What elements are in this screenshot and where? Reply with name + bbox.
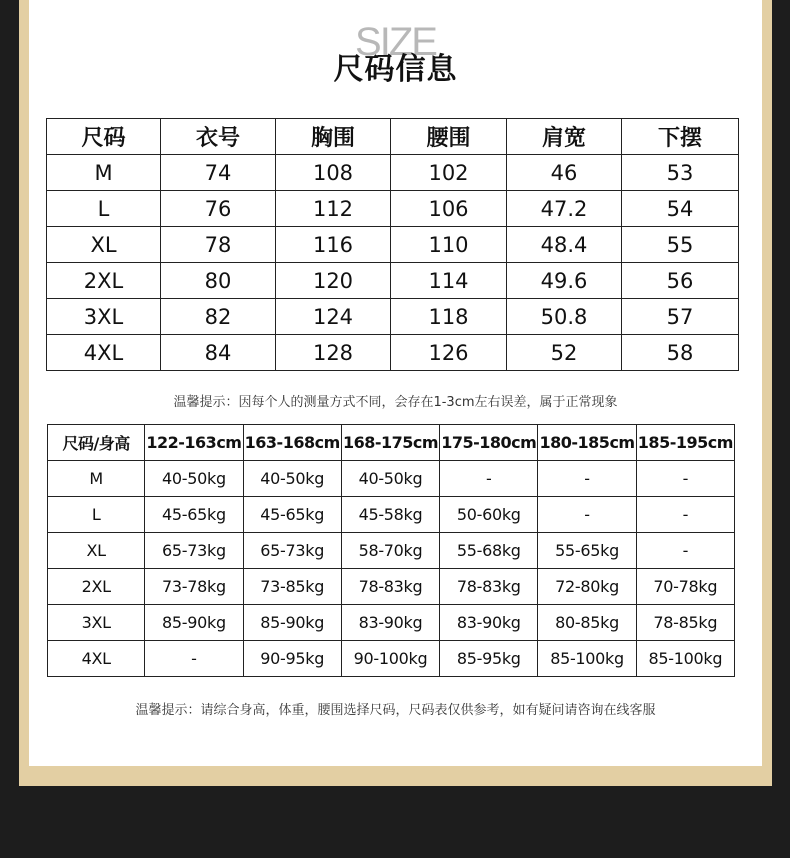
table-cell: 54 [622, 191, 739, 227]
table-row [47, 335, 739, 371]
header-height-range: 175-180cm [440, 425, 538, 461]
table-row [48, 605, 735, 641]
table-cell: 78 [161, 227, 276, 263]
header-height-range: 163-168cm [243, 425, 341, 461]
table-row [47, 155, 739, 191]
table-row [48, 569, 735, 605]
table-cell: 83-90kg [341, 605, 439, 641]
table-cell: 50.8 [507, 299, 622, 335]
size-label-cell: 4XL [47, 335, 161, 371]
table-cell: 85-90kg [145, 605, 243, 641]
selection-tip: 温馨提示：请综合身高，体重，腰围选择尺码，尺码表仅供参考，如有疑问请咨询在线客服 [135, 703, 656, 718]
size-label-cell: 3XL [48, 605, 145, 641]
table-row [48, 461, 735, 497]
table-cell: 52 [507, 335, 622, 371]
table-cell: 53 [622, 155, 739, 191]
table-cell: 80 [161, 263, 276, 299]
table-cell: 84 [161, 335, 276, 371]
size-label-cell: 2XL [47, 263, 161, 299]
header-shoulder: 肩宽 [507, 119, 622, 155]
table-cell: 118 [391, 299, 507, 335]
table-cell: 112 [276, 191, 391, 227]
table-cell: 55-65kg [538, 533, 636, 569]
table-cell: 72-80kg [538, 569, 636, 605]
title-chinese: 尺码信息 [333, 52, 458, 87]
table-cell: 74 [161, 155, 276, 191]
table-cell: 55-68kg [440, 533, 538, 569]
table-cell: 65-73kg [145, 533, 243, 569]
table-cell: 85-95kg [440, 641, 538, 677]
page-title [29, 20, 762, 90]
table-cell: 110 [391, 227, 507, 263]
table-cell: 58-70kg [341, 533, 439, 569]
table-row [47, 263, 739, 299]
header-height-range: 122-163cm [145, 425, 243, 461]
size-measurement-table [46, 118, 739, 371]
table-cell: 116 [276, 227, 391, 263]
table-cell: 47.2 [507, 191, 622, 227]
size-label-cell: M [48, 461, 145, 497]
table-cell: 65-73kg [243, 533, 341, 569]
table-cell: 78-85kg [636, 605, 734, 641]
table-cell: 85-90kg [243, 605, 341, 641]
table-cell: - [440, 461, 538, 497]
table-row [47, 227, 739, 263]
table-cell: 49.6 [507, 263, 622, 299]
size-label-cell: XL [48, 533, 145, 569]
table-cell: 85-100kg [538, 641, 636, 677]
header-size: 尺码 [47, 119, 161, 155]
table-cell: 108 [276, 155, 391, 191]
size-label-cell: L [47, 191, 161, 227]
table-cell: 46 [507, 155, 622, 191]
table-cell: 124 [276, 299, 391, 335]
table-cell: 78-83kg [341, 569, 439, 605]
table-cell: 120 [276, 263, 391, 299]
table-row [48, 533, 735, 569]
header-hem: 下摆 [622, 119, 739, 155]
header-height-range: 180-185cm [538, 425, 636, 461]
table-cell: 57 [622, 299, 739, 335]
table-header-row [47, 119, 739, 155]
table-cell: 102 [391, 155, 507, 191]
table-cell: 50-60kg [440, 497, 538, 533]
table-cell: 48.4 [507, 227, 622, 263]
header-waist: 腰围 [391, 119, 507, 155]
table-cell: 45-65kg [145, 497, 243, 533]
title-english: SIZE [355, 20, 436, 64]
table-cell: 76 [161, 191, 276, 227]
header-height-range: 185-195cm [636, 425, 734, 461]
table-cell: 114 [391, 263, 507, 299]
table-cell: 45-65kg [243, 497, 341, 533]
table-cell: 106 [391, 191, 507, 227]
header-garment-no: 衣号 [161, 119, 276, 155]
table-row [47, 299, 739, 335]
table-row [48, 641, 735, 677]
table-cell: 58 [622, 335, 739, 371]
size-label-cell: XL [47, 227, 161, 263]
measurement-tip: 温馨提示：因每个人的测量方式不同，会存在1-3cm左右误差，属于正常现象 [173, 395, 618, 410]
table-cell: 90-100kg [341, 641, 439, 677]
header-height-range: 168-175cm [341, 425, 439, 461]
table-row [47, 191, 739, 227]
table-cell: - [636, 497, 734, 533]
table-cell: 73-78kg [145, 569, 243, 605]
table-cell: 83-90kg [440, 605, 538, 641]
header-size-height: 尺码/身高 [48, 425, 145, 461]
table-cell: 56 [622, 263, 739, 299]
table-cell: 40-50kg [145, 461, 243, 497]
table-cell: - [636, 533, 734, 569]
table-cell: 128 [276, 335, 391, 371]
table-row [48, 497, 735, 533]
table-cell: 70-78kg [636, 569, 734, 605]
table-cell: - [538, 461, 636, 497]
size-chart-card [29, 0, 762, 766]
size-label-cell: 4XL [48, 641, 145, 677]
table-cell: 90-95kg [243, 641, 341, 677]
table-cell: - [538, 497, 636, 533]
height-weight-table [47, 424, 735, 677]
table-cell: 55 [622, 227, 739, 263]
table-cell: 80-85kg [538, 605, 636, 641]
size-label-cell: 2XL [48, 569, 145, 605]
table-cell: 126 [391, 335, 507, 371]
table-header-row [48, 425, 735, 461]
table-cell: 45-58kg [341, 497, 439, 533]
table-cell: 85-100kg [636, 641, 734, 677]
table-cell: 82 [161, 299, 276, 335]
table-cell: - [636, 461, 734, 497]
size-label-cell: M [47, 155, 161, 191]
table-cell: - [145, 641, 243, 677]
table-cell: 40-50kg [341, 461, 439, 497]
table-cell: 73-85kg [243, 569, 341, 605]
size-label-cell: 3XL [47, 299, 161, 335]
size-label-cell: L [48, 497, 145, 533]
table-cell: 78-83kg [440, 569, 538, 605]
header-chest: 胸围 [276, 119, 391, 155]
table-cell: 40-50kg [243, 461, 341, 497]
